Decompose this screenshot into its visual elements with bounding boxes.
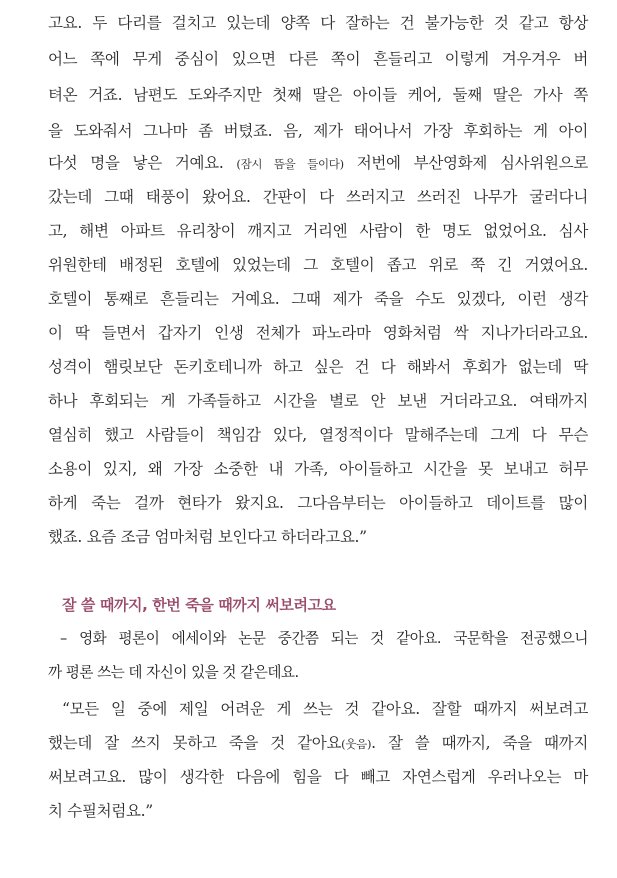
text-line: 소용이 있지, 왜 가장 소중한 내 가족, 아이들하고 시간을 못 보내고 허무 (48, 460, 588, 478)
text-line-with-aside (48, 148, 588, 178)
question-line: 까 평론 쓰는 데 자신이 있을 것 같은데요. (48, 664, 299, 681)
section-heading: 잘 쓸 때까지, 한번 죽을 때까지 써보려고요 (62, 596, 336, 614)
text-segment: 했는데 잘 쓰지 못하고 죽을 것 같아요 (48, 734, 342, 752)
text-segment: . 잘 쓸 때까지, 죽을 때까지 (371, 734, 588, 752)
question-line: – 영화 평론이 에세이와 논문 중간쯤 되는 것 같아요. 국문학을 전공했으니 (60, 630, 588, 647)
answer-line: 써보려고요. 많이 생각한 다음에 힘을 다 빼고 자연스럽게 우러나오는 마 (48, 768, 588, 786)
answer-line-with-aside (48, 728, 588, 758)
text-line: 성격이 햄릿보단 돈키호테니까 하고 싶은 건 다 해봐서 후회가 없는데 딱 (48, 358, 588, 376)
stage-direction: (잠시 뜸을 들이다) (236, 157, 344, 171)
text-line: 하게 죽는 걸까 현타가 왔지요. 그다음부터는 아이들하고 데이트를 많이 (48, 494, 588, 512)
answer-line: 치 수필처럼요.” (48, 802, 153, 820)
text-line: 고요. 두 다리를 걸치고 있는데 양쪽 다 잘하는 건 불가능한 것 같고 항상 (48, 14, 588, 32)
text-line: 텨온 거죠. 남편도 도와주지만 첫째 딸은 아이들 케어, 둘째 딸은 가사 쪽 (48, 86, 588, 104)
text-line: 을 도와줘서 그나마 좀 버텼죠. 음, 제가 태어나서 가장 후회하는 게 아이 (48, 122, 588, 140)
text-segment: 저번에 부산영화제 심사위원으로 (356, 154, 588, 172)
text-line: 이 딱 들면서 갑자기 인생 전체가 파노라마 영화처럼 싹 지나가더라고요. (48, 324, 588, 342)
text-line: 했죠. 요즘 조금 엄마처럼 보인다고 하더라고요.” (48, 528, 367, 546)
text-line: 갔는데 그때 태풍이 왔어요. 간판이 다 쓰러지고 쓰러진 나무가 굴러다니 (48, 188, 588, 206)
text-line: 어느 쪽에 무게 중심이 있으면 다른 쪽이 흔들리고 이렇게 겨우겨우 버 (48, 50, 588, 68)
text-segment: 다섯 명을 낳은 거예요. (48, 154, 224, 172)
text-line: 호텔이 통째로 흔들리는 거예요. 그때 제가 죽을 수도 있겠다, 이런 생각 (48, 290, 588, 308)
text-line: 위원한테 배정된 호텔에 있었는데 그 호텔이 좁고 위로 쭉 긴 거였어요. (48, 256, 588, 274)
laugh-note: (웃음) (341, 737, 372, 751)
answer-line: “모든 일 중에 제일 어려운 게 쓰는 것 같아요. 잘할 때까지 써보려고 (62, 700, 588, 718)
text-line: 하나 후회되는 게 가족들하고 시간을 별로 안 보낸 거더라고요. 여태까지 (48, 392, 588, 410)
text-line: 고, 해변 아파트 유리창이 깨지고 거리엔 사람이 한 명도 없었어요. 심사 (48, 222, 588, 240)
text-line: 열심히 했고 사람들이 책임감 있다, 열정적이다 말해주는데 그게 다 무슨 (48, 426, 588, 444)
